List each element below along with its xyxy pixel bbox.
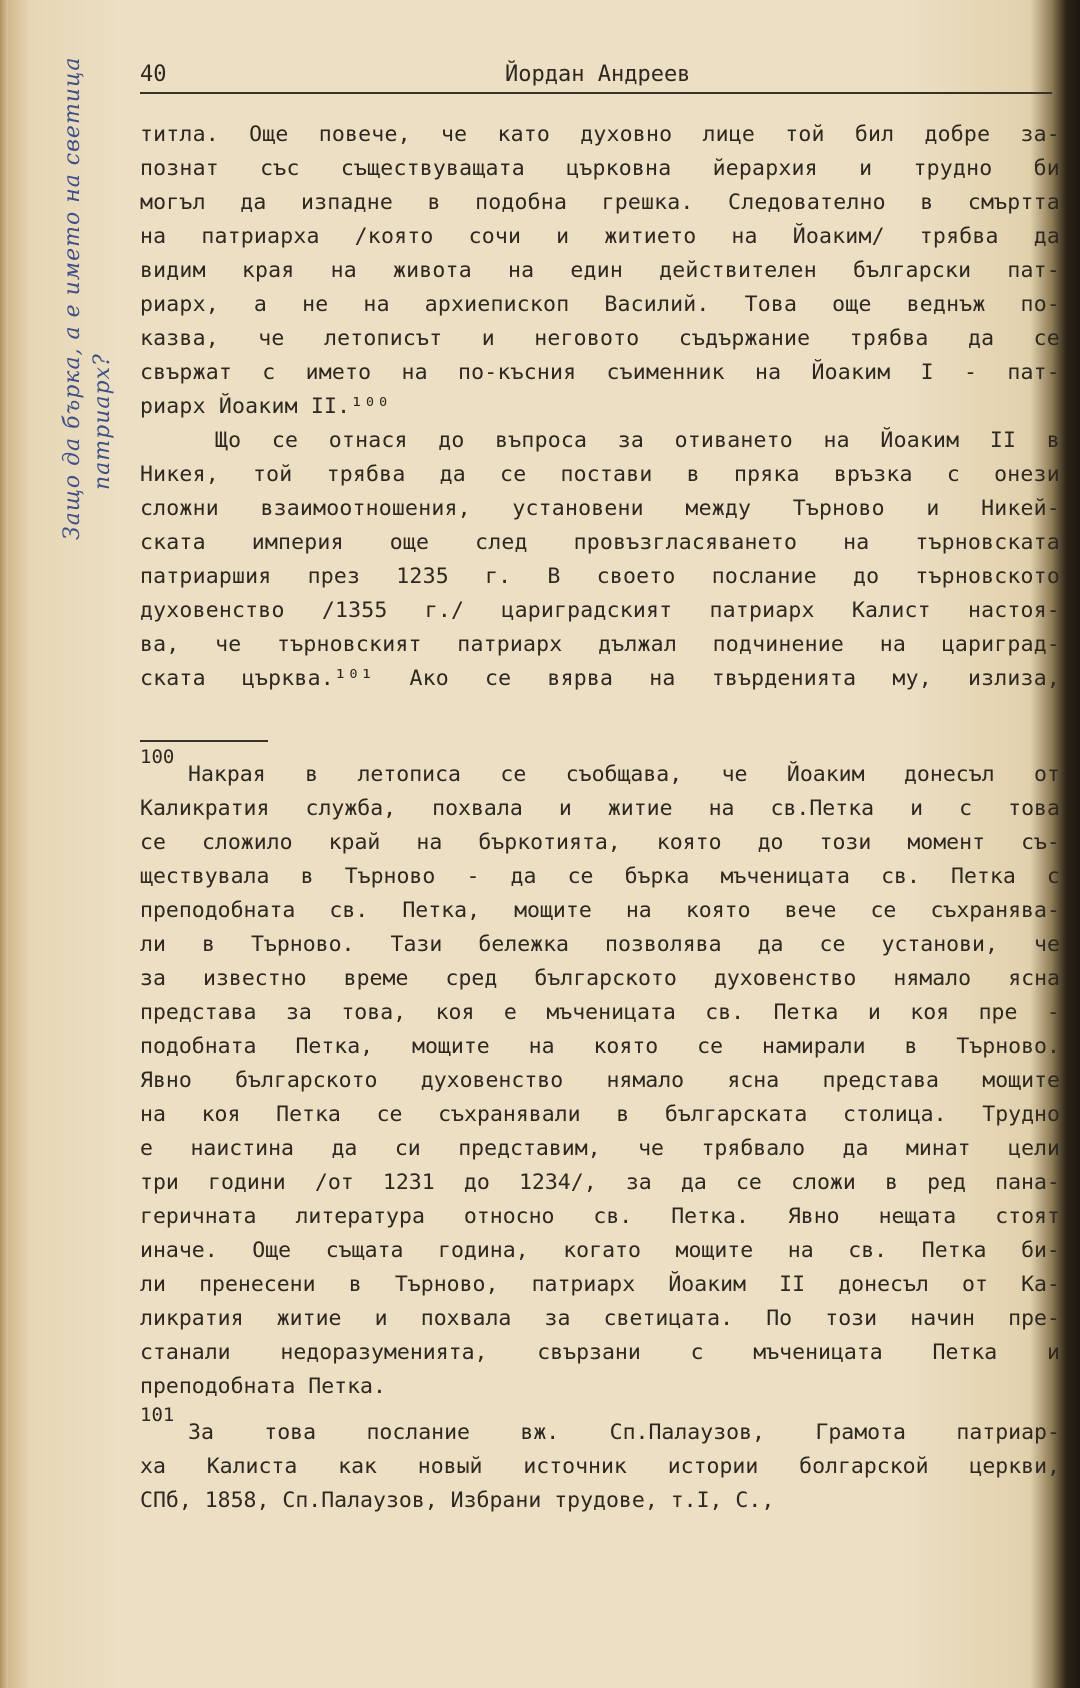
footnote-number: 101 (140, 1404, 175, 1426)
running-title: Йордан Андреев (505, 62, 691, 87)
text-line: Никея, той трябва да се постави в пряка връзка с онези (140, 462, 1060, 487)
page-header (140, 58, 1052, 94)
main-text (140, 118, 1060, 696)
text-line: риарх, а не на архиепископ Василий. Това още веднъж по- (140, 292, 1060, 317)
text-line: свържат с името на по-късния съименник на Йоаким I - пат- (140, 360, 1060, 385)
margin-note-line-1: Защо да бърка, а е името на светица (60, 56, 85, 540)
footnote-line: преподобната св. Петка, мощите на която вече се съхранява- (140, 898, 1060, 923)
footnote-line: подобната Петка, мощите на която се намирали в Търново. (140, 1034, 1060, 1059)
text-line: видим края на живота на един действителен български пат- (140, 258, 1060, 283)
footnote-line: ха Калиста как новый источник истории болгарской церкви, (140, 1454, 1060, 1479)
footnote-line: на коя Петка се съхранявали в българската столица. Трудно (140, 1102, 1060, 1127)
footnote-line: ществувала в Търново - да се бърка мъченицата св. Петка с (140, 864, 1060, 889)
handwritten-margin-note (58, 20, 118, 540)
margin-note-line-2: патриарх? (90, 353, 115, 490)
text-line: титла. Още повече, че като духовно лице той бил добре за- (140, 122, 1060, 147)
footnote-line: преподобната Петка. (140, 1374, 386, 1399)
text-line: духовенство /1355 г./ цариградският патриарх Калист настоя- (140, 598, 1060, 623)
footnote-line: СПб, 1858, Сп.Палаузов, Избрани трудове, т.I, С., (140, 1488, 775, 1513)
footnote-100 (140, 748, 1060, 1404)
footnote-line: за известно време сред българското духовенство нямало ясна (140, 966, 1060, 991)
text-line: ската църква.¹⁰¹ Ако се вярва на твърденията му, излиза, (140, 666, 1060, 691)
footnote-line: е наистина да си представим, че трябвало да минат цели (140, 1136, 1060, 1161)
footnote-line: три години /от 1231 до 1234/, за да се сложи в ред пана- (140, 1170, 1060, 1195)
footnote-line: Каликратия служба, похвала и житие на св.Петка и с това (140, 796, 1060, 821)
footnote-line: За това послание вж. Сп.Палаузов, Грамота патриар- (188, 1420, 1060, 1445)
text-line: риарх Йоаким II.¹⁰⁰ (140, 394, 390, 419)
text-line: ската империя още след провъзгласяването на търновската (140, 530, 1060, 555)
text-line: патриаршия през 1235 г. В своето послание до търновското (140, 564, 1060, 589)
text-line: Що се отнася до въпроса за отиването на Йоаким II в (215, 428, 1060, 453)
footnote-separator (140, 740, 268, 742)
footnote-line: ликратия житие и похвала за светицата. По този начин пре- (140, 1306, 1060, 1331)
footnote-line: геричната литература относно св. Петка. Явно нещата стоят (140, 1204, 1060, 1229)
footnote-line: ли в Търново. Тази бележка позволява да се установи, че (140, 932, 1060, 957)
footnote-number: 100 (140, 746, 175, 768)
text-line: на патриарха /която сочи и житието на Йоаким/ трябва да (140, 224, 1060, 249)
text-line: сложни взаимоотношения, установени между Търново и Никей- (140, 496, 1060, 521)
footnote-line: се сложило край на бъркотията, която до този момент съ- (140, 830, 1060, 855)
text-line: казва, че летописът и неговото съдържание трябва да се (140, 326, 1060, 351)
page-number: 40 (140, 62, 167, 87)
footnote-line: станали недоразуменията, свързани с мъченицата Петка и (140, 1340, 1060, 1365)
footnote-line: Явно българското духовенство нямало ясна представа мощите (140, 1068, 1060, 1093)
text-line: познат със съществуващата църковна йерархия и трудно би (140, 156, 1060, 181)
footnote-line: иначе. Още същата година, когато мощите на св. Петка би- (140, 1238, 1060, 1263)
footnote-line: Накрая в летописа се съобщава, че Йоаким донесъл от (188, 762, 1060, 787)
text-line: могъл да изпадне в подобна грешка. Следователно в смъртта (140, 190, 1060, 215)
footnote-line: представа за това, коя е мъченицата св. Петка и коя пре - (140, 1000, 1060, 1025)
footnote-line: ли пренесени в Търново, патриарх Йоаким II донесъл от Ка- (140, 1272, 1060, 1297)
footnote-101 (140, 1406, 1060, 1518)
text-line: ва, че търновският патриарх дължал подчинение на цариград- (140, 632, 1060, 657)
page-spine-edge (0, 0, 8, 1688)
